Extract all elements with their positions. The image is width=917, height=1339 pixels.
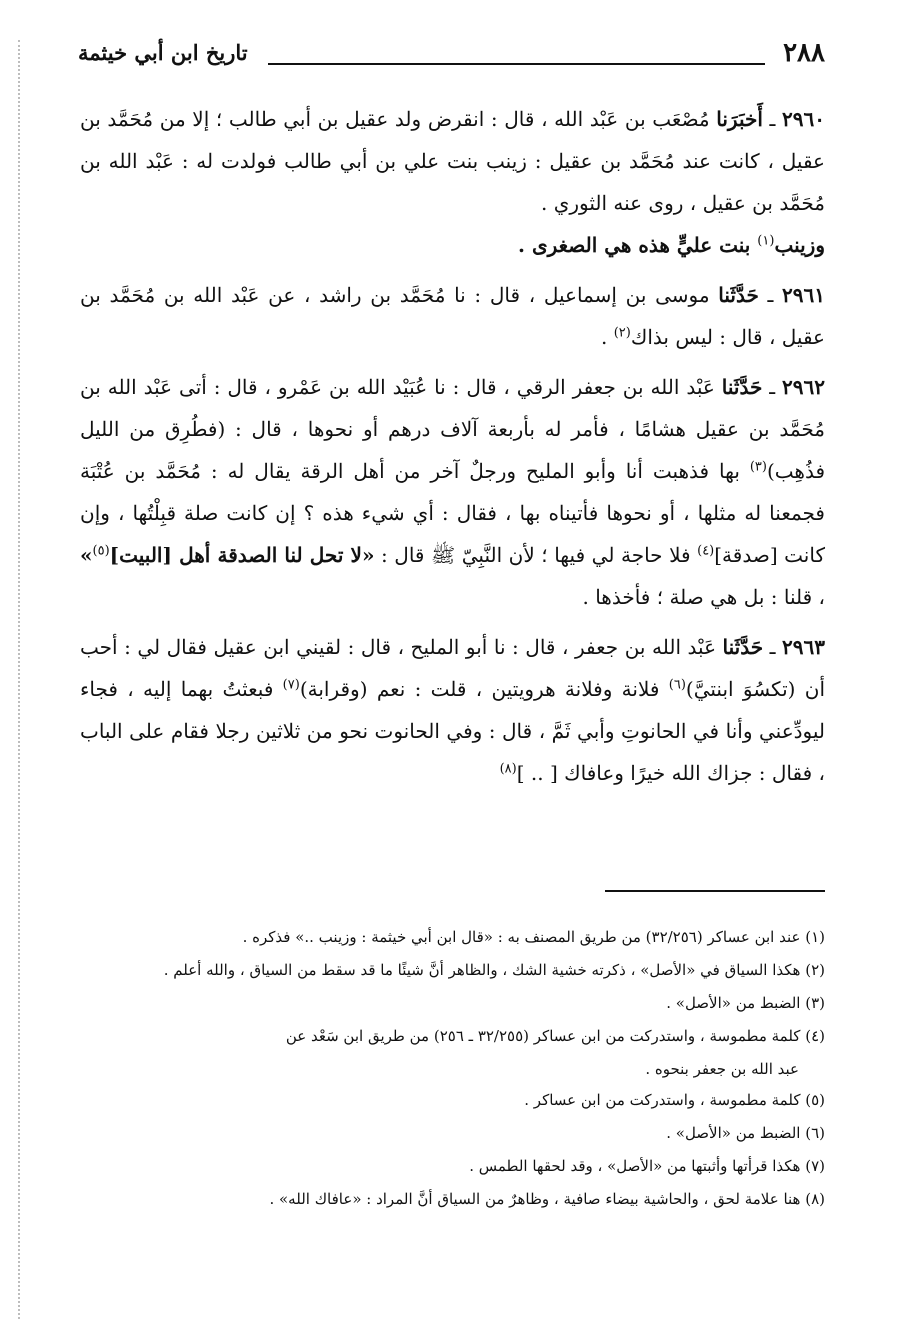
page-number: ٢٨٨ (783, 38, 825, 68)
footnote-marker: (٢) (613, 325, 631, 341)
prophetic-quote: «لا تحل لنا الصدقة أهل [البيت] (109, 543, 375, 567)
hadith-text: . (601, 325, 614, 349)
footnote-7: (٧) هكذا قرأتها وأثبتها من «الأصل» ، وقد لحقها الطمس . (469, 1157, 825, 1175)
hadith-text: عَبْد الله بن جعفر ، قال : نا أبو المليح ، قال : لقيني ابن عقيل فقال لي : أحب أن (تكسُوَ ابنتيَّ) (80, 635, 825, 701)
note-text: بنت عليٍّ هذه هي الصغرى . (518, 233, 758, 257)
footnote-8: (٨) هنا علامة لحق ، والحاشية بيضاء صافية ، وظاهرٌ من السياق أنَّ المراد : «عافاك الله» . (269, 1190, 825, 1208)
hadith-text: مُصْعَب بن عَبْد الله ، قال : انقرض ولد عقيل بن أبي طالب ؛ إلا من مُحَمَّد بن عقيل ، كانت عند مُحَمَّد بن عقيل : زينب بنت علي بن أبي طالب فولدت له : عَبْد الله بن مُحَمَّد بن عقيل ، روى عنه الثوري . (80, 107, 825, 215)
prophetic-quote-end: » (80, 543, 93, 567)
header-rule (268, 63, 765, 65)
footnotes (80, 922, 825, 1217)
narration-keyword: حَدَّثَنا (718, 283, 759, 307)
footnote-1: (١) عند ابن عساكر (٣٢/٢٥٦) من طريق المصنف به : «قال ابن أبي خيثمة : وزينب ..» فذكره . (242, 928, 825, 946)
hadith-2963 (80, 626, 825, 794)
page-edge-dots (18, 40, 20, 1319)
hadith-number: ٢٩٦٠ (782, 107, 826, 131)
hadith-dash: ـ (762, 107, 783, 131)
hadith-number: ٢٩٦٢ (782, 375, 826, 399)
note-zaynab (80, 224, 825, 266)
footnote-6: (٦) الضبط من «الأصل» . (666, 1124, 825, 1142)
footnote-marker: (٧) (282, 677, 300, 693)
hadith-number: ٢٩٦١ (782, 283, 826, 307)
hadith-dash: ـ (758, 283, 783, 307)
footnote-marker: (٥) (92, 543, 110, 559)
hadith-text: فلا حاجة لي فيها ؛ لأن النَّبِيّ ﷺ قال : (374, 543, 698, 567)
hadith-2960 (80, 98, 825, 224)
hadith-text: فبعثتُ بهما إليه ، فجاء ليودِّعني وأنا في الحانوتِ وأبي ثَمَّ ، قال : وفي الحانوت نحو من ثلاثين رجلا فقام على الباب ، فقال : جزاك الله خيرًا وعافاك [ .. ] (80, 677, 825, 785)
hadith-text: موسى بن إسماعيل ، قال : نا مُحَمَّد بن راشد ، عن عَبْد الله بن مُحَمَّد بن عقيل ، قال : ليس بذاك (80, 283, 825, 349)
page-header (78, 38, 825, 78)
footnote-marker: (٣) (749, 459, 767, 475)
footnote-4-continuation: عبد الله بن جعفر بنحوه . (645, 1060, 799, 1078)
hadith-text: ، قلنا : بل هي صلة ؛ فأخذها . (582, 585, 825, 609)
footnote-marker: (٦) (668, 677, 686, 693)
footnote-separator (605, 890, 825, 892)
hadith-dash: ـ (762, 375, 783, 399)
hadith-text: بها فذهبت أنا وأبو المليح ورجلٌ آخر من أهل الرقة يقال له : مُحَمَّد بن عُتْبَة فجمعنا له مثلها ، أو نحوها فأتيناه بها ، فقال : أي شيء هذه ؟ إن كانت صلة قبِلْتُها ، وإن كانت [صدقة] (80, 459, 825, 567)
book-title: تاريخ ابن أبي خيثمة (78, 40, 248, 65)
footnote-4: (٤) كلمة مطموسة ، واستدركت من ابن عساكر (٣٢/٢٥٥ ـ ٢٥٦) من طريق ابن سَعْد عن (285, 1027, 825, 1045)
footnote-marker: (٤) (697, 543, 715, 559)
main-text (80, 98, 825, 794)
narration-keyword: حَدَّثَنا (721, 375, 763, 399)
footnote-5: (٥) كلمة مطموسة ، واستدركت من ابن عساكر . (524, 1091, 825, 1109)
narration-keyword: أَخبَرَنا (716, 107, 763, 131)
hadith-text: فلانة وفلانة هرويتين ، قلت : نعم (وقرابة) (299, 677, 669, 701)
footnote-2: (٢) هكذا السياق في «الأصل» ، ذكرته خشية الشك ، والظاهر أنَّ شيئًا ما قد سقط من السياق ، والله أعلم . (163, 961, 825, 979)
hadith-dash: ـ (763, 635, 783, 659)
footnote-3: (٣) الضبط من «الأصل» . (666, 994, 825, 1012)
hadith-2962 (80, 366, 825, 618)
hadith-2961 (80, 274, 825, 358)
footnote-marker: (١) (757, 233, 775, 249)
hadith-number: ٢٩٦٣ (782, 635, 825, 659)
footnote-marker: (٨) (499, 761, 517, 777)
hadith-text: عَبْد الله بن جعفر الرقي ، قال : نا عُبَيْد الله بن عَمْرو ، قال : أتى عَبْد الله بن مُحَمَّد بن عقيل هشامًا ، فأمر له بأربعة آلاف درهم أو نحوها ، قال : (فطُرِق من الليل فذُهِب) (80, 375, 826, 483)
note-text: وزينب (774, 233, 825, 257)
narration-keyword: حَدَّثَنا (722, 635, 764, 659)
